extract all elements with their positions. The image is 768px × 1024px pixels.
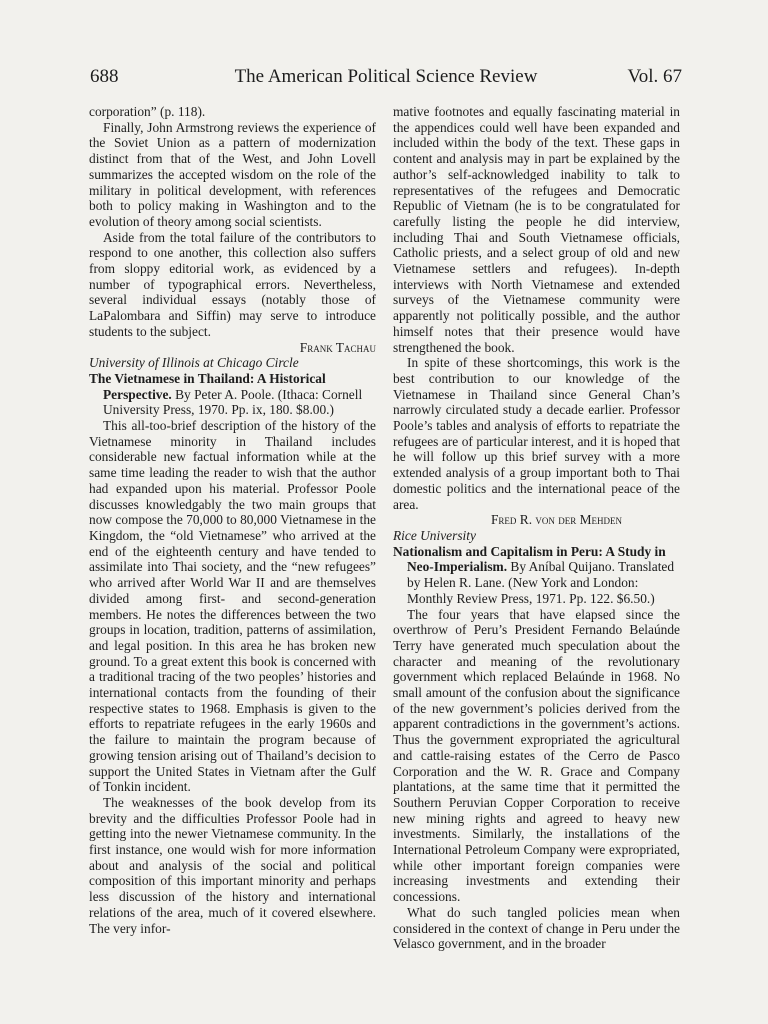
- running-header: [90, 66, 682, 92]
- journal-title: The American Political Science Review: [234, 66, 538, 87]
- paragraph: What do such tangled policies mean when considered in the context of change in Peru under the Velasco government, and in the broader: [393, 904, 680, 952]
- reviewer-affiliation: University of Illinois at Chicago Circle: [89, 355, 299, 371]
- reviewer-affiliation: Rice University: [393, 527, 476, 543]
- left-column: [89, 104, 376, 936]
- paragraph: Finally, John Armstrong reviews the experience of the Soviet Union as a pattern of modernization distinct from that of the West, and John Lovell summarizes the accepted wisdom on the role of the military in political development, with references both to policy making in Washington and to the evolution of theory among social scientists.: [89, 119, 376, 229]
- reviewer-signature: Fred R. von der Mehden: [490, 512, 622, 528]
- volume-label: Vol. 67: [627, 66, 682, 87]
- page-number: 688: [90, 66, 119, 87]
- book-citation: By Peter A. Poole. (Ithaca: Cornell University Press, 1970. Pp. ix, 180. $8.00.): [103, 386, 363, 418]
- book-citation: By Aníbal Quijano. Translated by Helen R. Lane. (New York and London: Monthly Review Press, 1971. Pp. 122. $6.50.): [407, 559, 675, 606]
- paragraph: This all-too-brief description of the history of the Vietnamese minority in Thailand includes considerable new factual information while at the same time leading the reader to wish that the author had expanded upon his material. Professor Poole discusses knowledgably the two main groups that now compose the 70,000 to 80,000 Vietnamese in the Kingdom, the “old Vietnamese” who arrived at the end of the eighteenth century and have tended to assimilate into Thai society, and the “new refugees” who arrived after World War II and are themselves divided among first- and second-generation members. He notes the differences between the two groups in location, tradition, patterns of assimilation, and legal position. In this area he has broken new ground. To a great extent this book is concerned with a traditional tracing of the two peoples’ histories and international contacts from the founding of their respective states to 1968. Emphasis is given to the efforts to repatriate refugees in the early 1960s and the failure to maintain the program because of growing tension arising out of Thailand’s decision to support the United States in Vietnam after the Gulf of Tonkin incident.: [89, 418, 376, 795]
- book-title: The Vietnamese in Thailand: A Historical Perspective.: [89, 370, 326, 402]
- paragraph: In spite of these shortcomings, this work is the best contribution to our knowledge of the Vietnamese in Thailand since General Chan’s narrowly circulated study a decade earlier. Professor Poole’s tables and analysis of efforts to repatriate the refugees are of particular interest, and it is hoped that he will follow up this brief survey with a more extended analysis of a group important both to Thai domestic politics and the international peace of the area.: [393, 355, 680, 512]
- review-heading: [89, 371, 376, 418]
- reviewer-signature: Frank Tachau: [299, 339, 376, 355]
- paragraph: mative footnotes and equally fascinating material in the appendices could well have been expanded and included within the body of the text. These gaps in content and analysis may in part be explained by the author’s self-acknowledged inability to talk to representatives of the refugees and Democratic Republic of Vietnam (he is to be congratulated for carefully listing the people he did interview, including Thai and South Vietnamese officials, Catholic priests, and a select group of old and new Vietnamese settlers and refugees). In-depth interviews with North Vietnamese and extended surveys of the Vietnamese community were apparently not politically possible, and the author himself notes that their presence would have strengthened the book.: [393, 104, 680, 355]
- paragraph: Aside from the total failure of the contributors to respond to one another, this collection also suffers from sloppy editorial work, as evidenced by a number of typographical errors. Nevertheless, several individual essays (notably those of LaPalombara and Siffin) may serve to introduce students to the subject.: [89, 229, 376, 339]
- paragraph: corporation” (p. 118).: [89, 104, 206, 119]
- right-column: [393, 104, 680, 952]
- paragraph: The four years that have elapsed since the overthrow of Peru’s President Fernando Belaúnde Terry have generated much speculation about the character and meaning of the revolutionary government which replaced Belaúnde in 1968. No small amount of the confusion about the significance of the new government’s policies derived from the apparent contradictions in the government’s actions. Thus the government expropriated the agricultural and cattle-raising estates of the Cerro de Pasco Corporation and the W. R. Grace and Company plantations, at the same time that it permitted the Southern Peruvian Copper Corporation to receive new mining rights and agreed to heavy new investments. Similarly, the installations of the International Petroleum Company were expropriated, while other important foreign companies were increasing investments and extending their concessions.: [393, 606, 680, 905]
- book-title: Nationalism and Capitalism in Peru: A Study in Neo-Imperialism.: [393, 543, 666, 575]
- paragraph: The weaknesses of the book develop from its brevity and the difficulties Professor Poole had in getting into the newer Vietnamese community. In the first instance, one would wish for more information about and analysis of the social and political composition of this important minority and perhaps less discussion of the history and international relations of the area, much of it covered elsewhere. The very infor-: [89, 794, 376, 936]
- review-heading: [393, 544, 680, 607]
